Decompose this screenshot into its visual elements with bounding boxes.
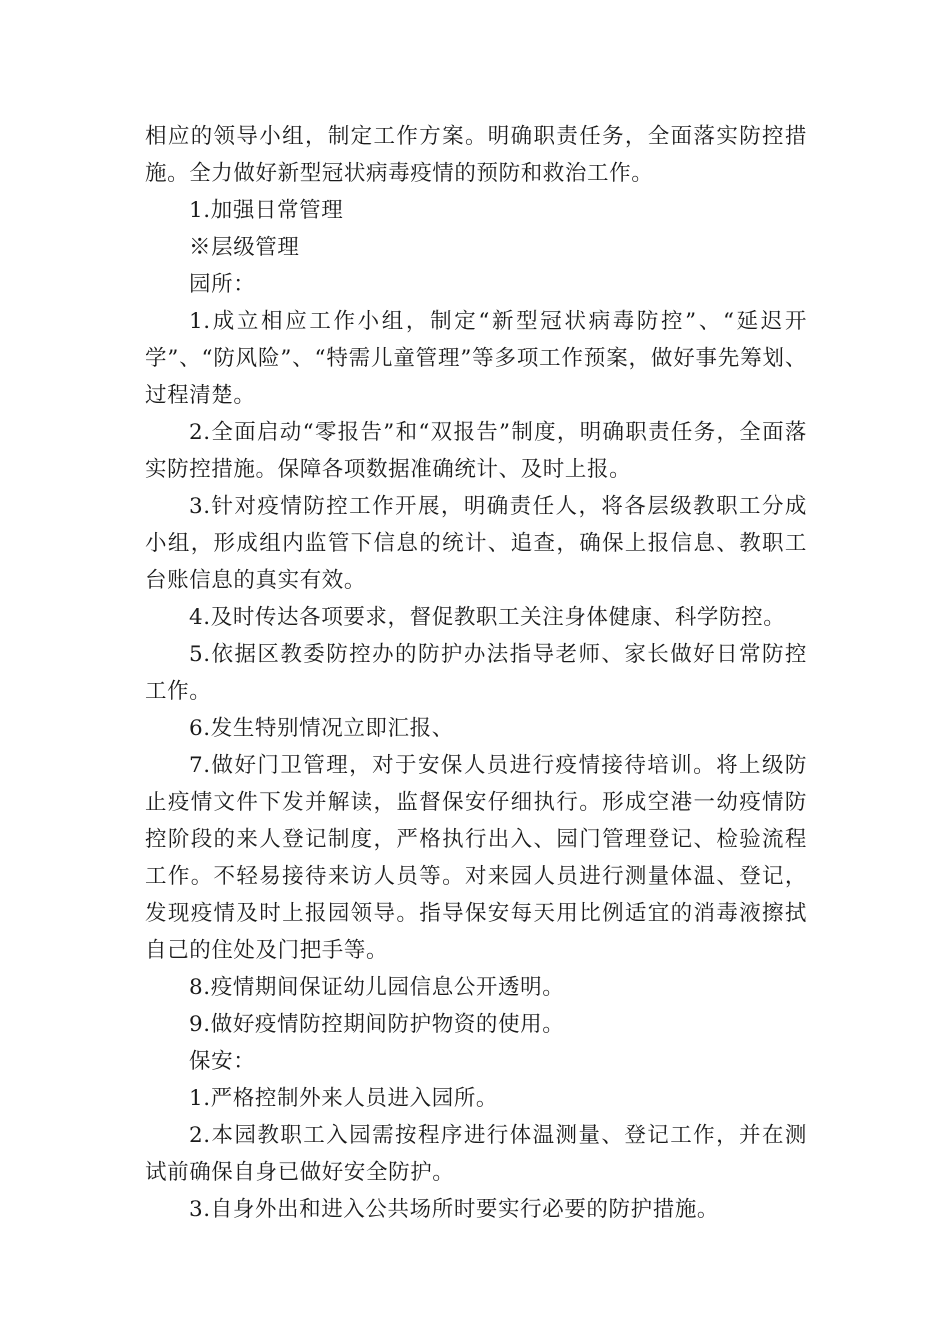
list-item: 4.及时传达各项要求，督促教职工关注身体健康、科学防控。 bbox=[189, 605, 786, 630]
list-item: 5.依据区教委防控办的防护办法指导老师、家长做好日常防控工作。 bbox=[145, 642, 807, 704]
heading-kindergarten: 园所： bbox=[189, 272, 256, 297]
list-item: 3.针对疫情防控工作开展，明确责任人，将各层级教职工分成小组，形成组内监管下信息的统计、追查，确保上报信息、教职工台账信息的真实有效。 bbox=[145, 494, 807, 593]
list-item: 8.疫情期间保证幼儿园信息公开透明。 bbox=[189, 975, 565, 1000]
list-item: 6.发生特别情况立即汇报、 bbox=[189, 716, 454, 741]
heading-daily-management: 1.加强日常管理 bbox=[189, 198, 344, 223]
list-item: 2.全面启动“零报告”和“双报告”制度，明确职责任务，全面落实防控措施。保障各项数据准确统计、及时上报。 bbox=[145, 420, 807, 482]
paragraph-intro: 相应的领导小组，制定工作方案。明确职责任务，全面落实防控措施。全力做好新型冠状病毒疫情的预防和救治工作。 bbox=[145, 124, 807, 186]
heading-level-management: ※层级管理 bbox=[189, 235, 300, 260]
list-item: 9.做好疫情防控期间防护物资的使用。 bbox=[189, 1012, 565, 1037]
document-body bbox=[145, 118, 807, 1228]
list-item: 2.本园教职工入园需按程序进行体温测量、登记工作，并在测试前确保自身已做好安全防护。 bbox=[145, 1123, 807, 1185]
list-item: 1.严格控制外来人员进入园所。 bbox=[189, 1086, 499, 1111]
list-item: 1.成立相应工作小组，制定“新型冠状病毒防控”、“延迟开学”、“防风险”、“特需儿童管理”等多项工作预案，做好事先筹划、过程清楚。 bbox=[145, 309, 807, 408]
list-item: 7.做好门卫管理，对于安保人员进行疫情接待培训。将上级防止疫情文件下发并解读，监督保安仔细执行。形成空港一幼疫情防控阶段的来人登记制度，严格执行出入、园门管理登记、检验流程工作。不轻易接待来访人员等。对来园人员进行测量体温、登记，发现疫情及时上报园领导。指导保安每天用比例适宜的消毒液擦拭自己的住处及门把手等。 bbox=[145, 753, 807, 963]
list-item: 3.自身外出和进入公共场所时要实行必要的防护措施。 bbox=[189, 1197, 720, 1222]
heading-security: 保安： bbox=[189, 1049, 256, 1074]
